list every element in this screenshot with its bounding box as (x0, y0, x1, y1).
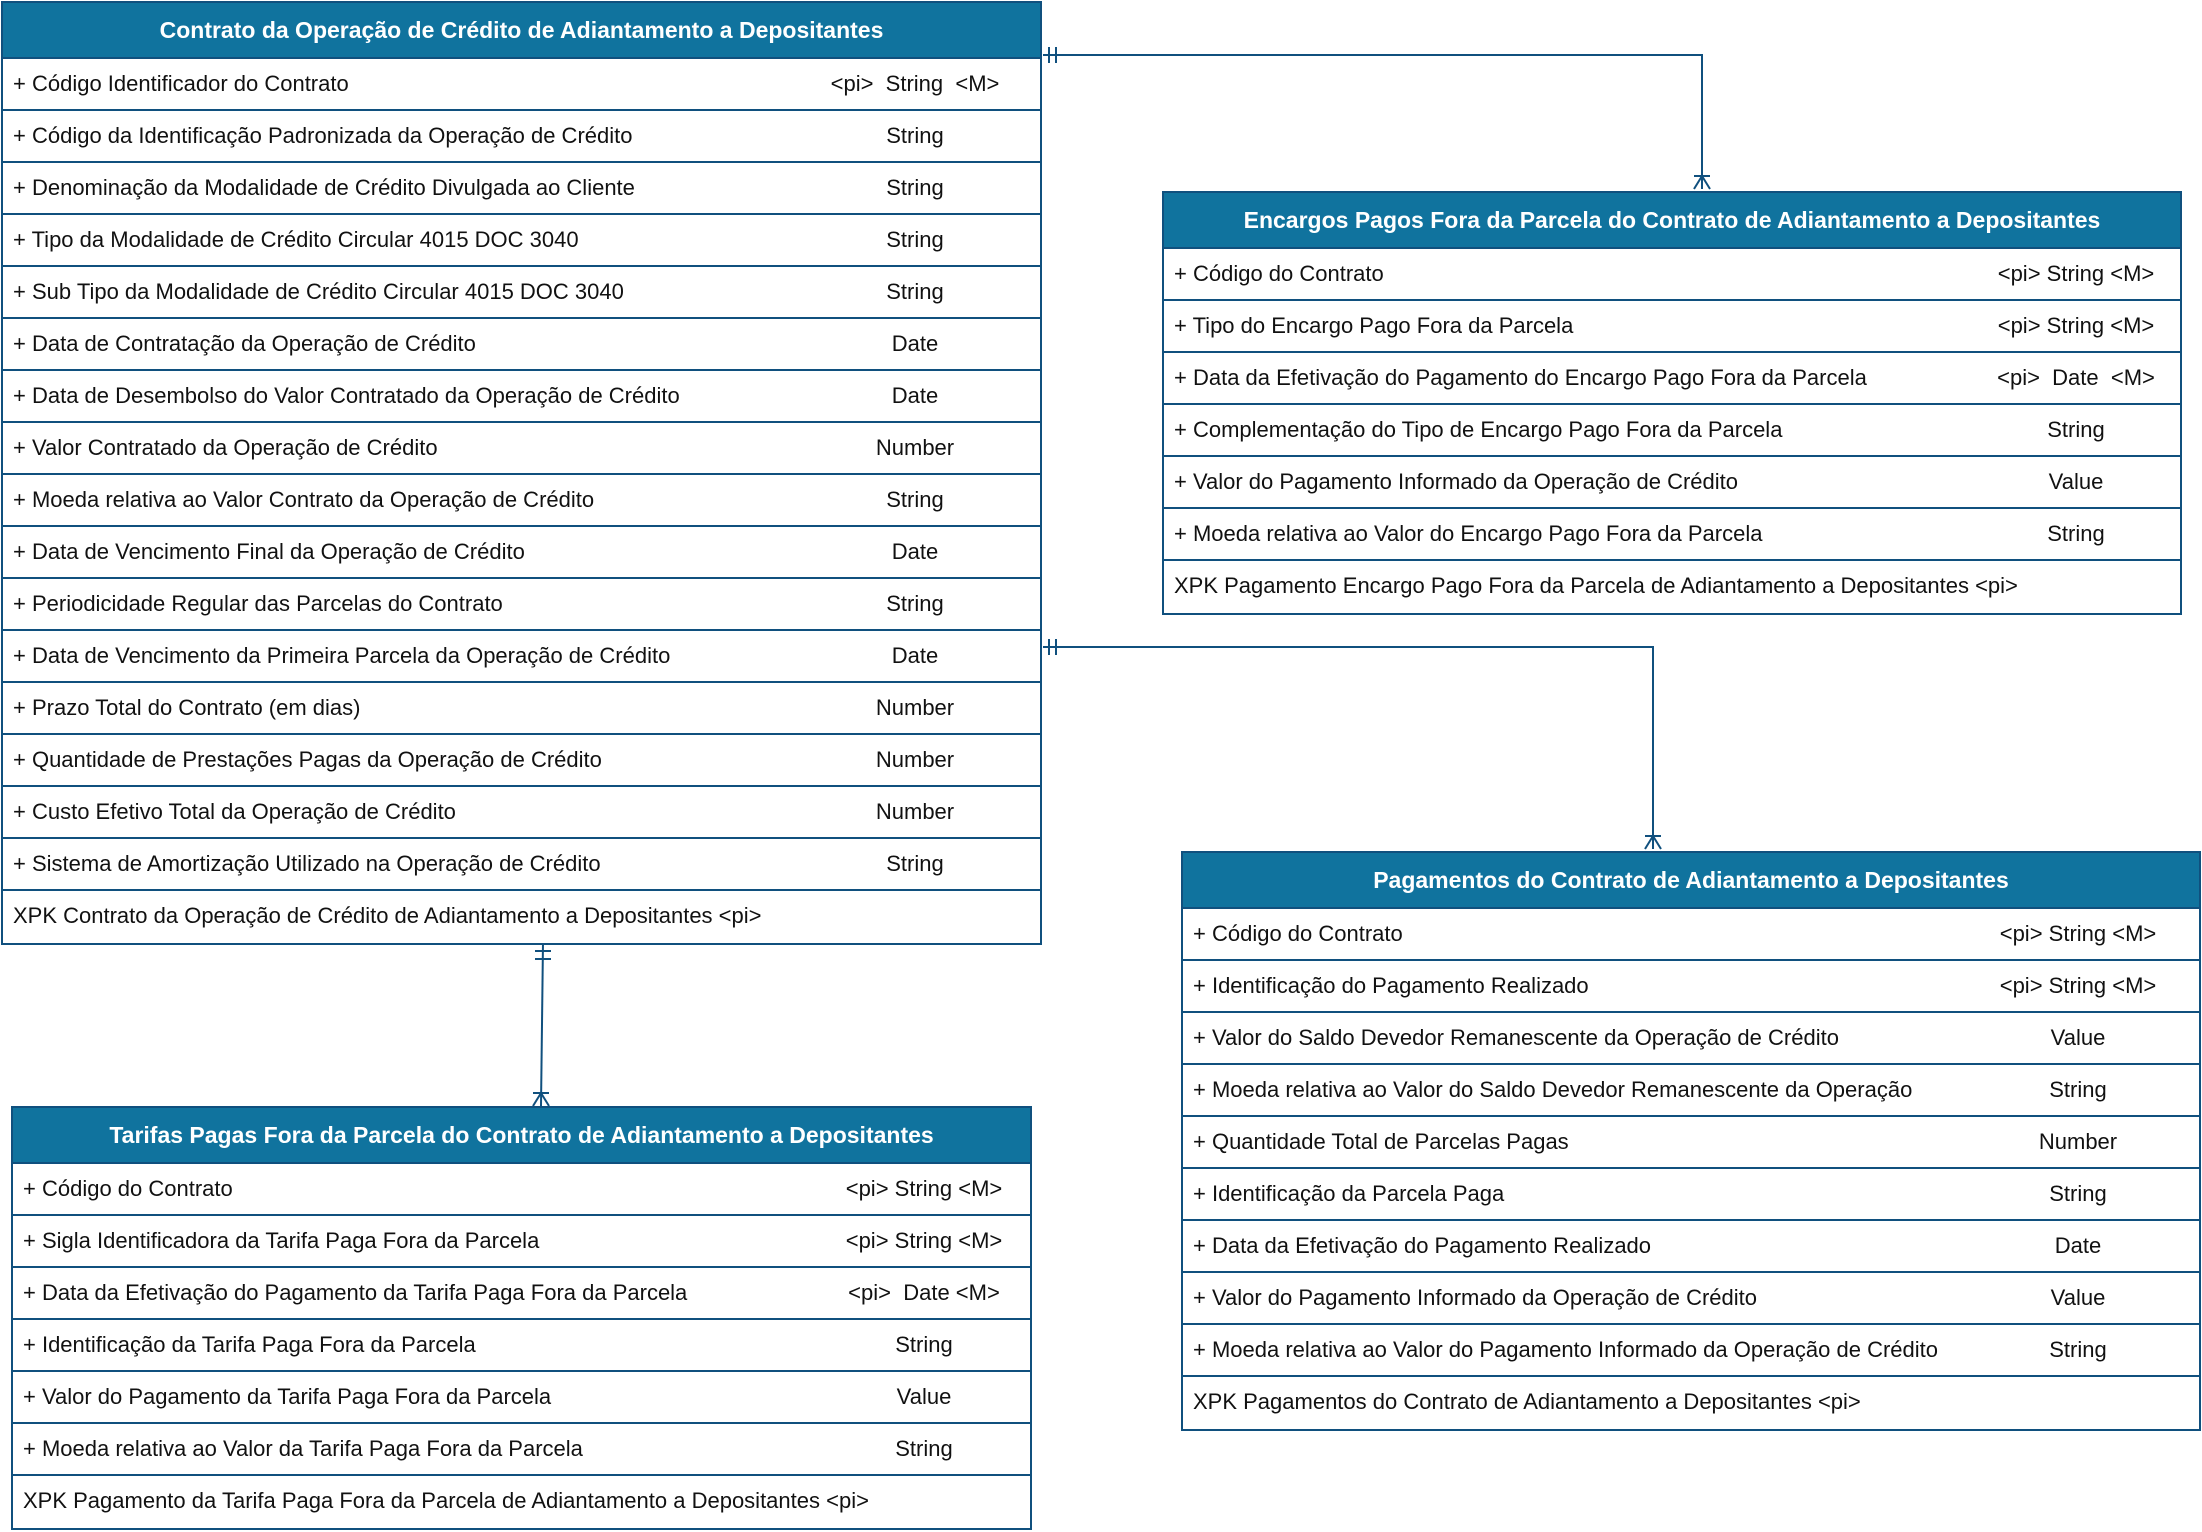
attribute-row[interactable] (1164, 353, 2180, 405)
attribute-type: String (886, 591, 944, 616)
attribute-name: + Quantidade de Prestações Pagas da Operação de Crédito (13, 747, 602, 772)
attribute-type: String (2047, 521, 2105, 546)
attribute-row[interactable] (13, 1320, 1030, 1372)
attribute-type: Number (875, 747, 955, 772)
attribute-name: + Valor do Pagamento da Tarifa Paga Fora da Parcela (23, 1384, 552, 1409)
attribute-name: + Data de Contratação da Operação de Crédito (13, 331, 476, 356)
attribute-row[interactable] (3, 683, 1040, 735)
attribute-type: Date (2054, 1233, 2102, 1258)
attribute-name: + Valor do Pagamento Informado da Operação de Crédito (1193, 1285, 1757, 1310)
attribute-name: XPK Pagamentos do Contrato de Adiantamento a Depositantes <pi> (1193, 1389, 1861, 1414)
attribute-name: + Identificação do Pagamento Realizado (1193, 973, 1589, 998)
attribute-name: + Código do Contrato (23, 1176, 233, 1201)
attribute-type: <pi> String <M> (1997, 313, 2155, 338)
attribute-row[interactable] (3, 59, 1040, 111)
attribute-row[interactable] (1183, 1325, 2199, 1377)
attribute-row[interactable] (1164, 405, 2180, 457)
attribute-name: + Prazo Total do Contrato (em dias) (13, 695, 361, 720)
attribute-row[interactable] (3, 423, 1040, 475)
attribute-name: + Identificação da Parcela Paga (1193, 1181, 1505, 1206)
attribute-name: + Data da Efetivação do Pagamento do Encargo Pago Fora da Parcela (1174, 365, 1867, 390)
attribute-name: + Valor do Pagamento Informado da Operação de Crédito (1174, 469, 1738, 494)
attribute-name: + Data de Desembolso do Valor Contratado da Operação de Crédito (13, 383, 680, 408)
attribute-list (13, 1164, 1030, 1528)
attribute-row[interactable] (3, 163, 1040, 215)
attribute-name: + Complementação do Tipo de Encargo Pago Fora da Parcela (1174, 417, 1783, 442)
attribute-type: <pi> String <M> (845, 1176, 1003, 1201)
entity-encargos[interactable] (1162, 191, 2182, 615)
attribute-type: <pi> String <M> (845, 1228, 1003, 1253)
attribute-row[interactable] (13, 1216, 1030, 1268)
attribute-row[interactable] (1183, 1065, 2199, 1117)
attribute-name: + Custo Efetivo Total da Operação de Crédito (13, 799, 456, 824)
attribute-type: String (2047, 417, 2105, 442)
attribute-name: + Código do Contrato (1193, 921, 1403, 946)
attribute-row[interactable] (3, 215, 1040, 267)
attribute-type: String (895, 1332, 953, 1357)
attribute-name: + Moeda relativa ao Valor do Pagamento Informado da Operação de Crédito (1193, 1337, 1938, 1362)
attribute-row[interactable] (3, 371, 1040, 423)
attribute-type: Value (2050, 1285, 2106, 1310)
attribute-row[interactable] (1164, 509, 2180, 561)
attribute-name: + Sub Tipo da Modalidade de Crédito Circular 4015 DOC 3040 (13, 279, 624, 304)
attribute-type: Number (2038, 1129, 2118, 1154)
attribute-type: String (2049, 1337, 2107, 1362)
attribute-row[interactable] (1183, 1169, 2199, 1221)
attribute-type: Value (2048, 469, 2104, 494)
attribute-type: Date (891, 383, 939, 408)
attribute-name: + Moeda relativa ao Valor Contrato da Operação de Crédito (13, 487, 595, 512)
attribute-name: + Data de Vencimento Final da Operação de Crédito (13, 539, 525, 564)
attribute-type: <pi> String <M> (830, 71, 1000, 96)
entity-contrato[interactable] (1, 1, 1042, 945)
attribute-name: + Data da Efetivação do Pagamento Realizado (1193, 1233, 1652, 1258)
attribute-row[interactable] (1183, 909, 2199, 961)
attribute-name: + Código Identificador do Contrato (13, 71, 349, 96)
attribute-type: Number (875, 799, 955, 824)
attribute-row[interactable] (13, 1372, 1030, 1424)
attribute-row[interactable] (3, 267, 1040, 319)
attribute-type: <pi> Date <M> (848, 1280, 1000, 1305)
attribute-row[interactable] (1183, 1013, 2199, 1065)
entity-title: Tarifas Pagas Fora da Parcela do Contrato de Adiantamento a Depositantes (13, 1108, 1030, 1164)
attribute-name: + Identificação da Tarifa Paga Fora da Parcela (23, 1332, 476, 1357)
attribute-list (1164, 249, 2180, 613)
attribute-row[interactable] (1183, 1273, 2199, 1325)
attribute-row[interactable] (3, 475, 1040, 527)
attribute-name: + Sistema de Amortização Utilizado na Operação de Crédito (13, 851, 601, 876)
attribute-name: + Data de Vencimento da Primeira Parcela da Operação de Crédito (13, 643, 671, 668)
entity-title: Encargos Pagos Fora da Parcela do Contrato de Adiantamento a Depositantes (1164, 193, 2180, 249)
entity-title: Contrato da Operação de Crédito de Adiantamento a Depositantes (3, 3, 1040, 59)
attribute-type: Value (2050, 1025, 2106, 1050)
attribute-list (1183, 909, 2199, 1429)
attribute-row[interactable] (13, 1268, 1030, 1320)
attribute-row[interactable] (13, 1424, 1030, 1476)
attribute-type: <pi> String <M> (1999, 921, 2157, 946)
connector-contrato-encargos (1043, 55, 1702, 189)
attribute-row[interactable] (3, 735, 1040, 787)
attribute-list (3, 59, 1040, 943)
attribute-type: Number (875, 435, 955, 460)
attribute-type: String (2049, 1077, 2107, 1102)
attribute-name: XPK Pagamento Encargo Pago Fora da Parcela de Adiantamento a Depositantes <pi> (1174, 573, 2018, 598)
attribute-type: Date (891, 331, 939, 356)
attribute-name: XPK Pagamento da Tarifa Paga Fora da Parcela de Adiantamento a Depositantes <pi> (23, 1488, 869, 1513)
attribute-row[interactable] (1183, 1117, 2199, 1169)
connector-contrato-pagamentos (1043, 647, 1653, 849)
attribute-row[interactable] (3, 839, 1040, 891)
attribute-type: Date (891, 643, 939, 668)
entity-title: Pagamentos do Contrato de Adiantamento a Depositantes (1183, 853, 2199, 909)
attribute-row[interactable] (3, 111, 1040, 163)
attribute-name: + Código da Identificação Padronizada da Operação de Crédito (13, 123, 633, 148)
attribute-type: Date (891, 539, 939, 564)
attribute-type: String (886, 123, 944, 148)
attribute-row[interactable] (3, 631, 1040, 683)
connector-contrato-tarifas (541, 942, 543, 1106)
attribute-name: + Sigla Identificadora da Tarifa Paga Fora da Parcela (23, 1228, 540, 1253)
attribute-name: + Moeda relativa ao Valor do Encargo Pago Fora da Parcela (1174, 521, 1763, 546)
attribute-name: + Tipo do Encargo Pago Fora da Parcela (1174, 313, 1574, 338)
attribute-row[interactable] (1164, 301, 2180, 353)
attribute-row[interactable] (3, 527, 1040, 579)
attribute-type: String (895, 1436, 953, 1461)
attribute-name: + Valor Contratado da Operação de Crédito (13, 435, 438, 460)
attribute-name: + Moeda relativa ao Valor da Tarifa Paga Fora da Parcela (23, 1436, 583, 1461)
attribute-type: Value (896, 1384, 952, 1409)
attribute-name: + Data da Efetivação do Pagamento da Tarifa Paga Fora da Parcela (23, 1280, 688, 1305)
primary-key-row[interactable] (3, 891, 1040, 943)
attribute-row[interactable] (1183, 961, 2199, 1013)
primary-key-row[interactable] (1164, 561, 2180, 613)
attribute-type: <pi> Date <M> (1997, 365, 2155, 390)
attribute-name: + Tipo da Modalidade de Crédito Circular 4015 DOC 3040 (13, 227, 579, 252)
attribute-type: String (886, 851, 944, 876)
attribute-type: String (886, 227, 944, 252)
attribute-name: + Valor do Saldo Devedor Remanescente da Operação de Crédito (1193, 1025, 1839, 1050)
entity-tarifas[interactable] (11, 1106, 1032, 1530)
attribute-type: String (886, 279, 944, 304)
attribute-row[interactable] (1164, 249, 2180, 301)
attribute-type: <pi> String <M> (1999, 973, 2157, 998)
attribute-type: String (886, 175, 944, 200)
attribute-row[interactable] (3, 787, 1040, 839)
attribute-name: + Quantidade Total de Parcelas Pagas (1193, 1129, 1569, 1154)
attribute-row[interactable] (13, 1164, 1030, 1216)
primary-key-row[interactable] (1183, 1377, 2199, 1429)
attribute-type: <pi> String <M> (1997, 261, 2155, 286)
primary-key-row[interactable] (13, 1476, 1030, 1528)
attribute-name: XPK Contrato da Operação de Crédito de Adiantamento a Depositantes <pi> (13, 903, 762, 928)
attribute-name: + Denominação da Modalidade de Crédito Divulgada ao Cliente (13, 175, 635, 200)
attribute-type: String (886, 487, 944, 512)
attribute-row[interactable] (3, 579, 1040, 631)
attribute-row[interactable] (3, 319, 1040, 371)
attribute-name: + Periodicidade Regular das Parcelas do Contrato (13, 591, 503, 616)
attribute-row[interactable] (1183, 1221, 2199, 1273)
attribute-type: Number (875, 695, 955, 720)
attribute-name: + Moeda relativa ao Valor do Saldo Devedor Remanescente da Operação (1193, 1077, 1913, 1102)
attribute-name: + Código do Contrato (1174, 261, 1384, 286)
entity-pagamentos[interactable] (1181, 851, 2201, 1431)
attribute-row[interactable] (1164, 457, 2180, 509)
attribute-type: String (2049, 1181, 2107, 1206)
